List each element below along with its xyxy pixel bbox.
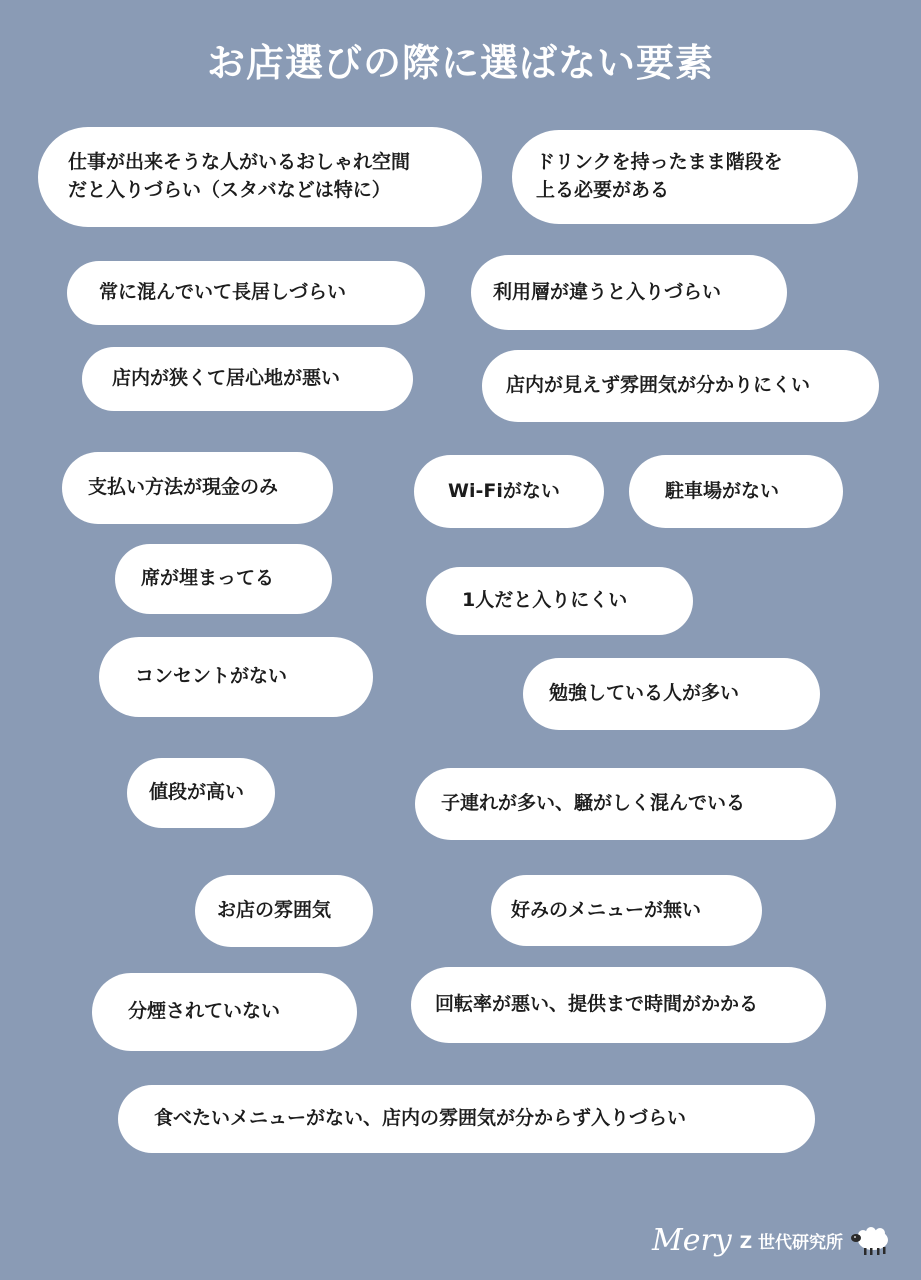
reason-text: 店内が狭くて居心地が悪い	[112, 367, 341, 390]
brand-logo: Mery	[651, 1223, 732, 1258]
reason-bubble	[92, 973, 357, 1051]
reason-text: 店内が見えず雰囲気が分かりにくい	[506, 374, 811, 397]
reason-text: 席が埋まってる	[141, 567, 275, 590]
reason-bubble	[82, 347, 413, 411]
reason-bubble	[411, 967, 826, 1043]
reason-text: コンセントがない	[135, 665, 288, 688]
lab-name: Z 世代研究所	[739, 1233, 843, 1253]
reason-text: Wi-Fiがない	[448, 479, 560, 502]
reason-text: 値段が高い	[149, 781, 245, 804]
reason-bubble	[127, 758, 275, 828]
reason-bubble	[414, 455, 604, 528]
reason-text: 駐車場がない	[665, 479, 780, 502]
reason-text: 好みのメニューが無い	[511, 898, 702, 921]
reason-text: 利用層が違うと入りづらい	[493, 280, 722, 303]
reason-bubble	[195, 875, 373, 947]
reason-bubble	[482, 350, 879, 422]
reason-bubble	[62, 452, 333, 524]
reason-bubble	[67, 261, 425, 325]
reason-bubble	[523, 658, 820, 730]
reason-bubble	[38, 127, 482, 227]
reason-text: 1人だと入りにくい	[462, 589, 628, 612]
reason-bubble	[426, 567, 693, 635]
reason-text: ドリンクを持ったまま階段を 上る必要がある	[536, 151, 783, 201]
reason-text: 支払い方法が現金のみ	[88, 476, 279, 499]
reason-text: 常に混んでいて長居しづらい	[99, 281, 347, 304]
reason-bubble	[115, 544, 332, 614]
reason-bubble	[471, 255, 787, 330]
reason-text: 食べたいメニューがない、店内の雰囲気が分からず入りづらい	[154, 1107, 687, 1130]
page-title: お店選びの際に選ばない要素	[206, 41, 714, 85]
reason-bubble	[629, 455, 843, 528]
reason-bubble	[491, 875, 762, 946]
reason-bubble	[99, 637, 373, 717]
reason-text: お店の雰囲気	[217, 899, 332, 922]
reason-text: 仕事が出来そうな人がいるおしゃれ空間 だと入りづらい（スタバなどは特に）	[68, 151, 411, 201]
reason-bubble	[118, 1085, 815, 1153]
reason-text: 分煙されていない	[128, 1000, 281, 1023]
reason-text: 勉強している人が多い	[549, 682, 740, 705]
footer-brand	[652, 1223, 893, 1258]
sheep-icon	[849, 1225, 893, 1257]
reason-text: 回転率が悪い、提供まで時間がかかる	[435, 993, 759, 1016]
reason-bubble	[415, 768, 836, 840]
reason-text: 子連れが多い、騒がしく混んでいる	[441, 792, 746, 815]
reason-bubble	[512, 130, 858, 224]
